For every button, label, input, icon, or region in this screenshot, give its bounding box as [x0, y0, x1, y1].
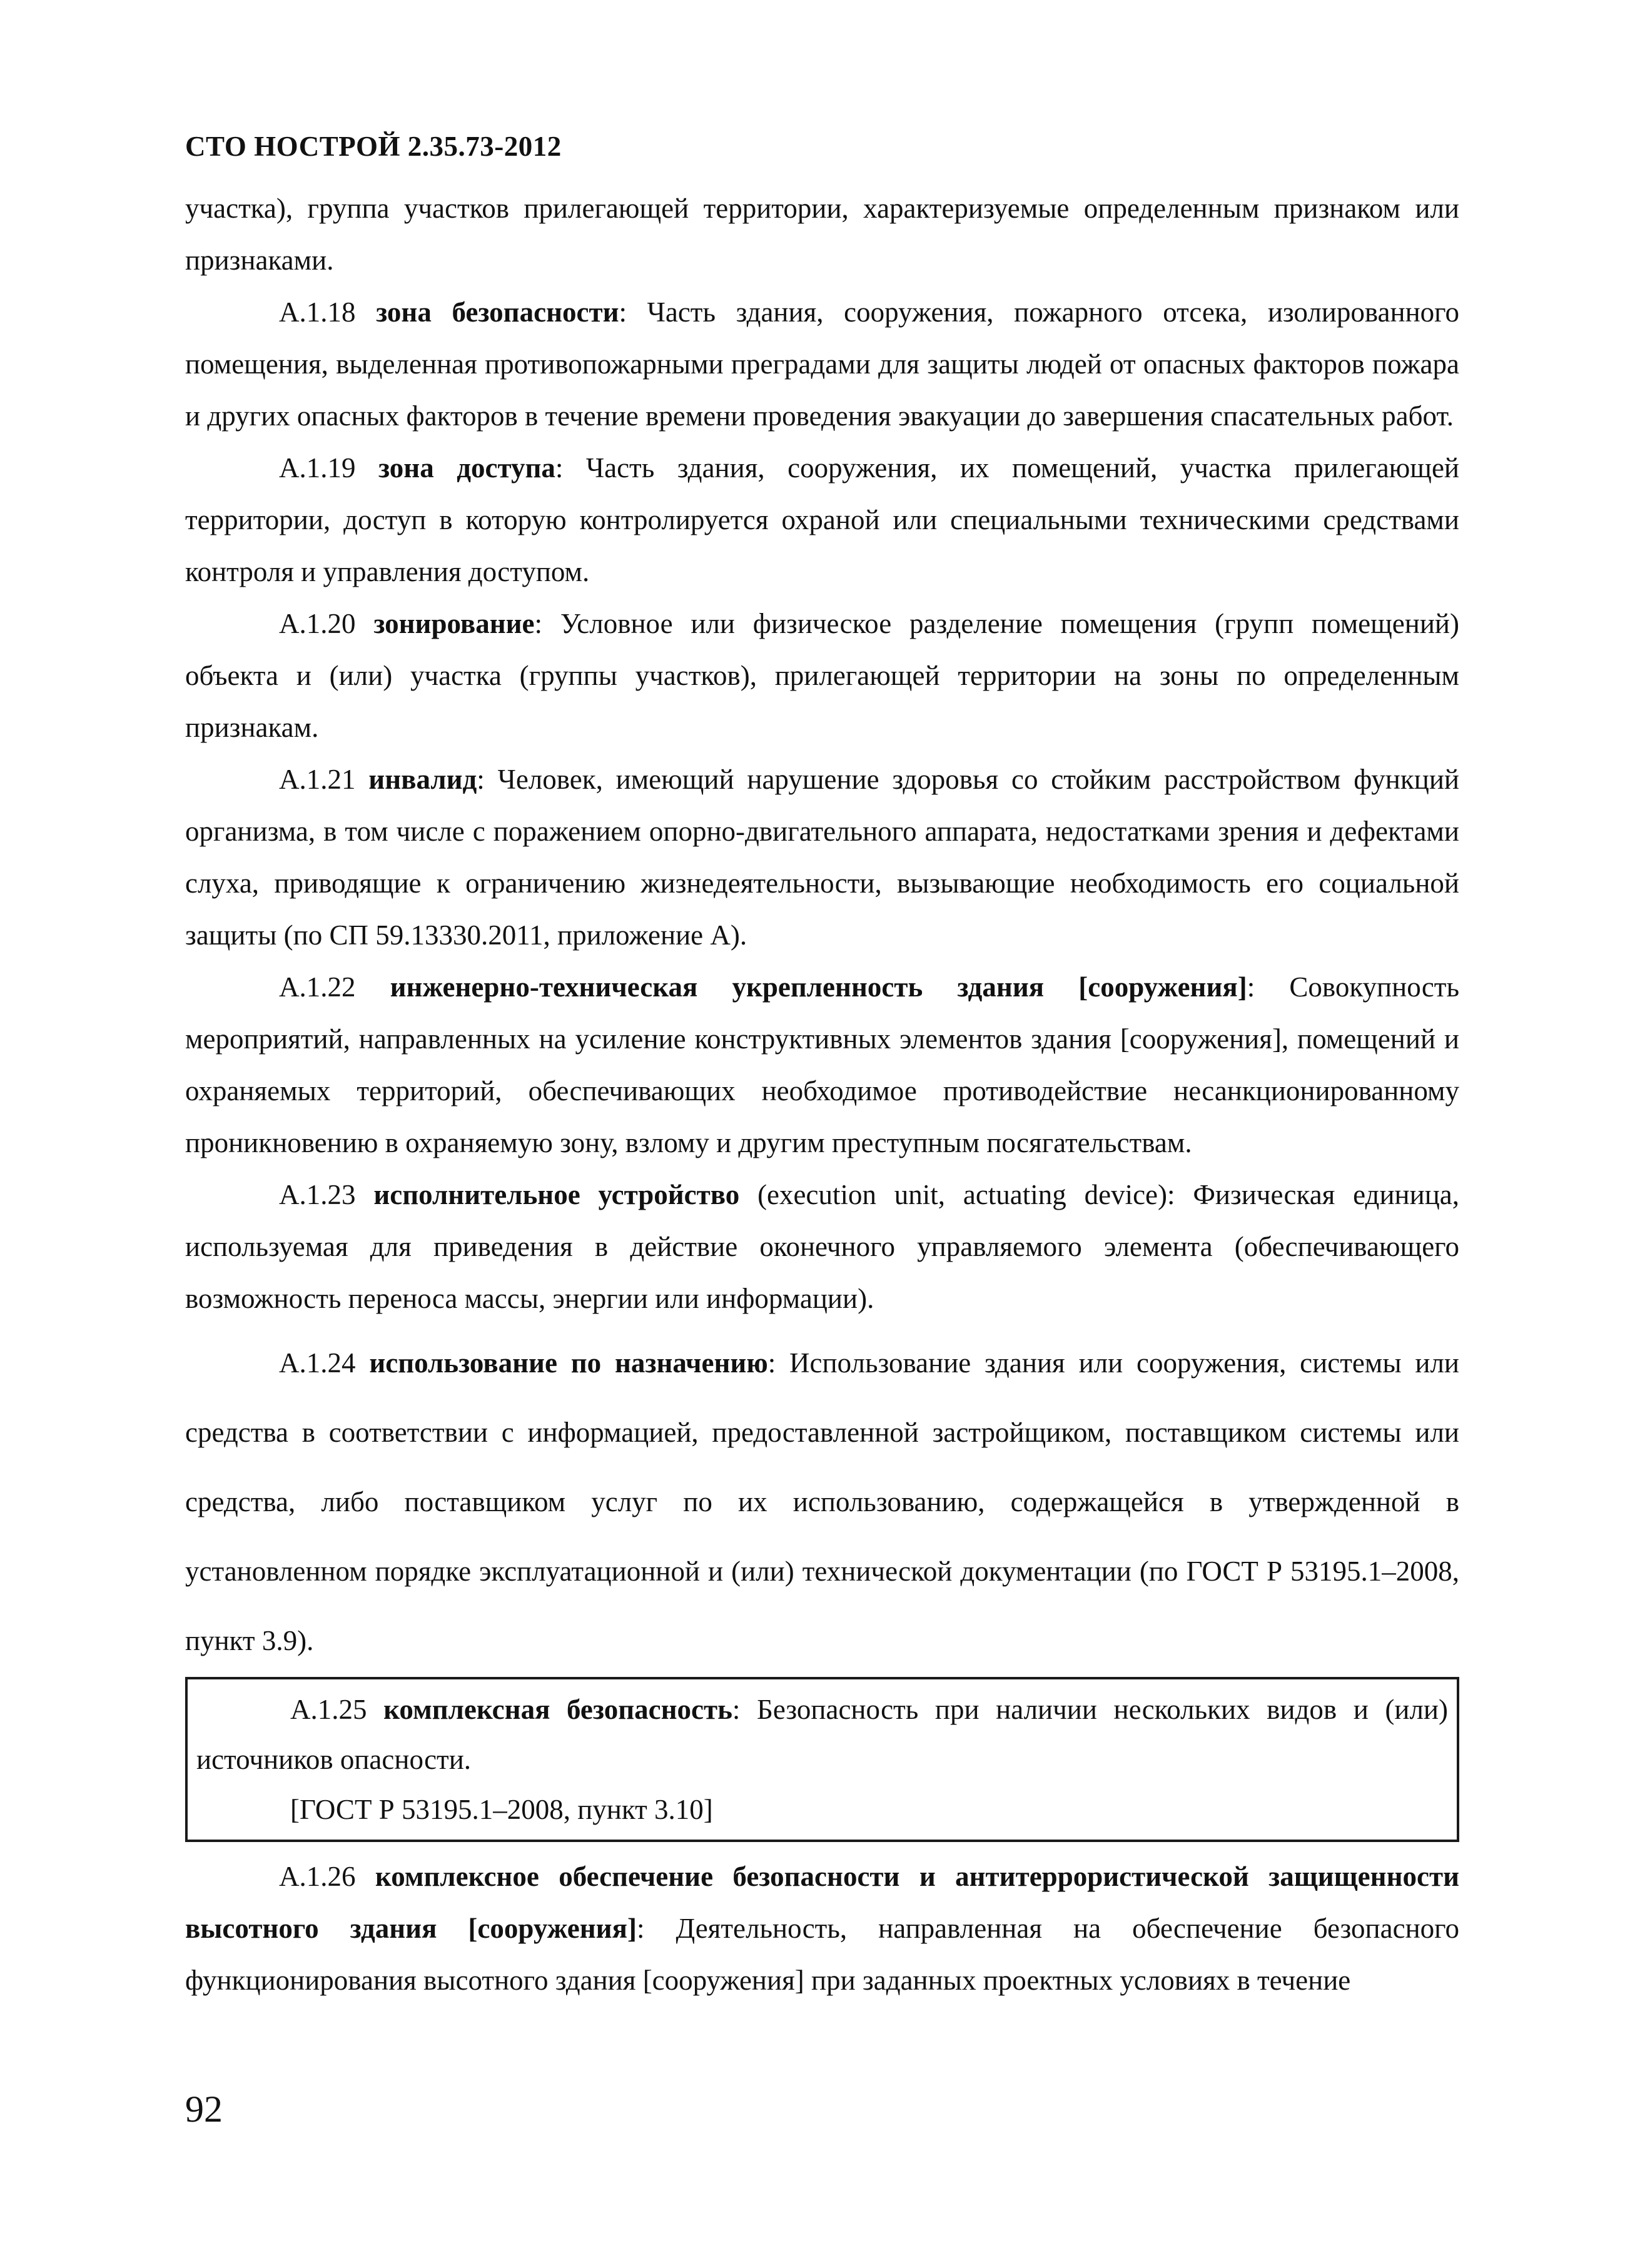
clause-number: А.1.19 — [279, 452, 356, 483]
paragraph-a1-18 — [185, 286, 1459, 442]
clause-number: А.1.26 — [279, 1861, 356, 1892]
definition-text: : Часть здания, сооружения, их помещений, участка прилегающей территории, доступ в которую контролируется охраной или специальными техническими средствами контроля и управления доступом. — [185, 452, 1460, 587]
term: зона доступа — [378, 452, 555, 483]
clause-number: А.1.21 — [279, 764, 356, 795]
paragraph-a1-21 — [185, 754, 1459, 961]
definition-text: (execution unit, actuating device): Физическая единица, используемая для приведения в действие оконечного управляемого элемента (обеспечивающего возможность переноса массы, энергии или информации). — [185, 1179, 1459, 1314]
page-number: 92 — [185, 2088, 223, 2130]
term: зонирование — [373, 608, 535, 639]
document-header: СТО НОСТРОЙ 2.35.73-2012 — [185, 131, 562, 162]
paragraph-a1-26 — [185, 1851, 1459, 2007]
boxed-definition — [185, 1677, 1459, 1842]
clause-number: А.1.20 — [279, 608, 356, 639]
term: комплексное обеспечение безопасности и антитеррористической защищенности высотного здания [сооружения] — [185, 1861, 1460, 1944]
paragraph-continuation — [185, 183, 1459, 286]
definition-text: : Часть здания, сооружения, пожарного отсека, изолированного помещения, выделенная противопожарными преградами для защиты людей от опасных факторов пожара и других опасных факторов в течение времени проведения эвакуации до завершения спасательных работ. — [185, 296, 1459, 432]
paragraph-a1-22 — [185, 961, 1459, 1169]
definition-text: : Деятельность, направленная на обеспечение безопасного функционирования высотного здания [сооружения] при заданных проектных условиях в течение — [185, 1913, 1459, 1996]
clause-number: А.1.23 — [279, 1179, 356, 1210]
clause-number: А.1.18 — [279, 296, 356, 328]
term: зона безопасности — [376, 296, 619, 328]
paragraph-a1-24 — [185, 1329, 1459, 1676]
term: использование по назначению — [369, 1347, 768, 1379]
paragraph-a1-19 — [185, 442, 1459, 598]
paragraph-a1-25 — [196, 1684, 1448, 1785]
definition-text: : Использование здания или сооружения, системы или средства в соответствии с информацией, предоставленной застройщиком, поставщиком системы или средства, либо поставщиком услуг по их использованию, содержащейся в утвержденной в установленном порядке эксплуатационной и (или) технической документации (по ГОСТ Р 53195.1–2008, пункт 3.9). — [185, 1347, 1459, 1656]
paragraph-a1-23 — [185, 1169, 1459, 1325]
definition-text: : Совокупность мероприятий, направленных на усиление конструктивных элементов здания [сооружения], помещений и охраняемых территорий, обеспечивающих необходимое противодействие несанкционированному проникновению в охраняемую зону, взлому и другим преступным посягательствам. — [185, 971, 1459, 1158]
paragraph-text: участка), группа участков прилегающей территории, характеризуемые определенным признаком или признаками. — [185, 193, 1459, 276]
document-body — [185, 183, 1459, 2007]
reference-citation: [ГОСТ Р 53195.1–2008, пункт 3.10] — [290, 1794, 713, 1825]
clause-number: А.1.24 — [279, 1347, 356, 1379]
term: инженерно-техническая укрепленность здания [сооружения] — [390, 971, 1247, 1003]
clause-number: А.1.25 — [290, 1694, 367, 1725]
term: исполнительное устройство — [373, 1179, 740, 1210]
definition-text: : Условное или физическое разделение помещения (групп помещений) объекта и (или) участка (группы участков), прилегающей территории на зоны по определенным признакам. — [185, 608, 1459, 743]
term: комплексная безопасность — [383, 1694, 732, 1725]
term: инвалид — [368, 764, 477, 795]
paragraph-a1-20 — [185, 598, 1459, 754]
definition-text: : Человек, имеющий нарушение здоровья со стойким расстройством функций организма, в том числе с поражением опорно-двигательного аппарата, недостатками зрения и дефектами слуха, приводящие к ограничению жизнедеятельности, вызывающие необходимость его социальной защиты (по СП 59.13330.2011, приложение А). — [185, 764, 1460, 951]
definition-text: : Безопасность при наличии нескольких видов и (или) источников опасности. — [196, 1694, 1448, 1775]
clause-number: А.1.22 — [279, 971, 356, 1003]
